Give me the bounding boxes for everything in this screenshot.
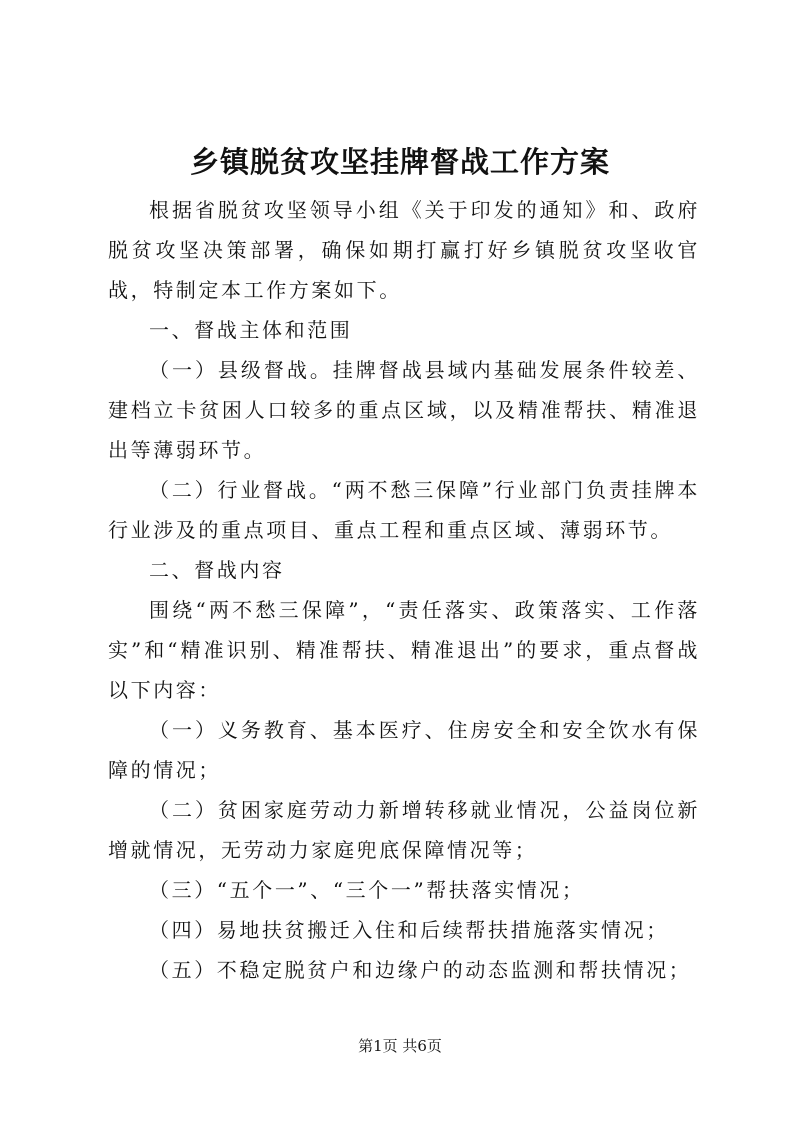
page-number-footer: 第1页 共6页 xyxy=(358,1037,442,1055)
list-item-3: （三）“五个一”、“三个一”帮扶落实情况； xyxy=(149,878,585,902)
document-body xyxy=(108,190,700,990)
paragraph-county-supervision: （一）县级督战。挂牌督战县域内基础发展条件较差、建档立卡贫困人口较多的重点区域，以及精准帮扶、精准退出等薄弱环节。 xyxy=(108,358,700,462)
paragraph-industry-supervision: （二）行业督战。“两不愁三保障”行业部门负责挂牌本行业涉及的重点项目、重点工程和重点区域、薄弱环节。 xyxy=(108,478,700,542)
list-item-4: （四）易地扶贫搬迁入住和后续帮扶措施落实情况； xyxy=(149,918,669,942)
list-item-1: （一）义务教育、基本医疗、住房安全和安全饮水有保障的情况； xyxy=(108,718,700,782)
list-item-5: （五）不稳定脱贫户和边缘户的动态监测和帮扶情况； xyxy=(149,958,692,982)
paragraph-content-intro: 围绕“两不愁三保障”，“责任落实、政策落实、工作落实”和“精准识别、精准帮扶、精准退出”的要求，重点督战以下内容： xyxy=(108,598,700,702)
section-heading-2: 二、督战内容 xyxy=(149,558,285,582)
document-title: 乡镇脱贫攻坚挂牌督战工作方案 xyxy=(189,145,610,179)
paragraph-intro: 根据省脱贫攻坚领导小组《关于印发的通知》和、政府脱贫攻坚决策部署，确保如期打赢打好乡镇脱贫攻坚收官战，特制定本工作方案如下。 xyxy=(108,198,700,302)
list-item-2: （二）贫困家庭劳动力新增转移就业情况，公益岗位新增就情况，无劳动力家庭兜底保障情况等； xyxy=(108,798,700,862)
section-heading-1: 一、督战主体和范围 xyxy=(149,318,353,342)
